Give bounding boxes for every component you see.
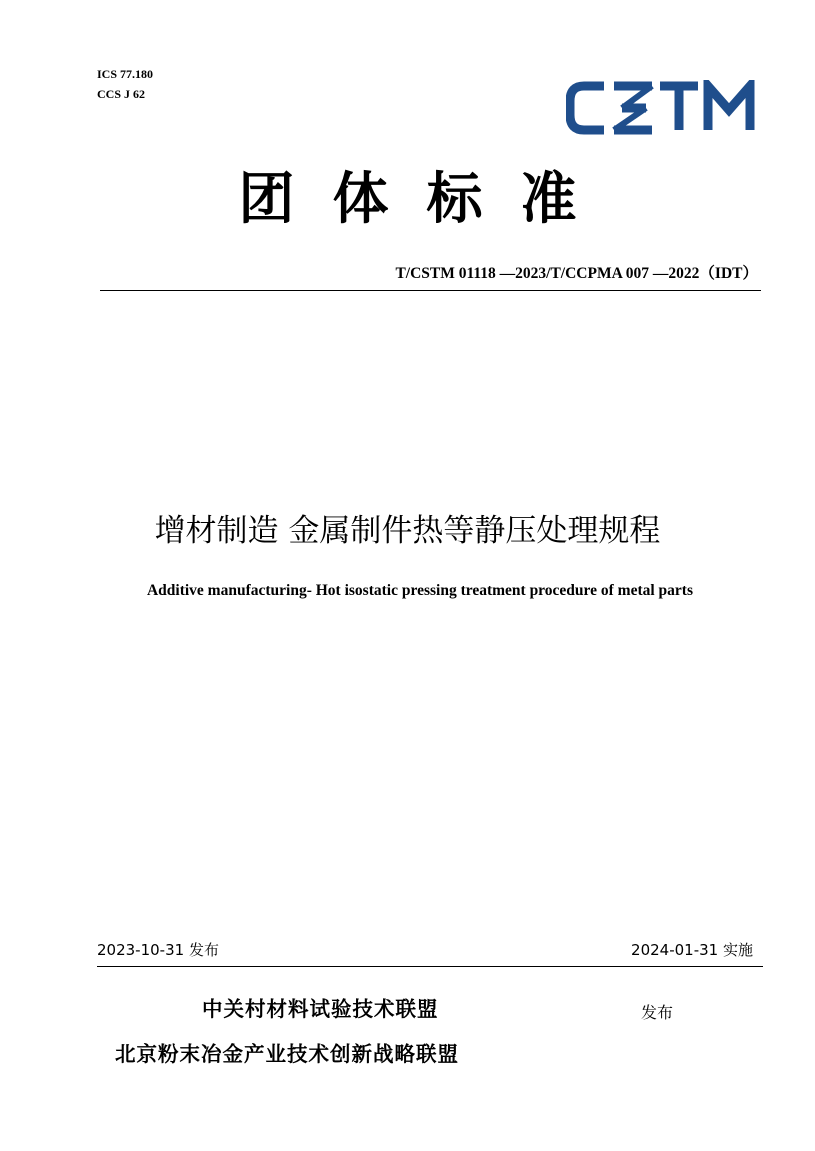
document-title-en: Additive manufacturing- Hot isostatic pressing treatment procedure of metal parts <box>146 582 694 599</box>
footer-divider <box>97 966 763 967</box>
implement-date: 2024-01-31 实施 <box>631 941 753 959</box>
header-divider <box>100 290 761 291</box>
publish-label: 发布 <box>641 1003 674 1022</box>
cstm-logo <box>566 80 756 136</box>
classification-codes <box>97 64 153 104</box>
standard-type-heading: 团体标准 <box>238 167 615 232</box>
publisher-2: 北京粉末冶金产业技术创新战略联盟 <box>115 1042 459 1066</box>
document-title-cn: 增材制造 金属制件热等静压处理规程 <box>154 513 661 549</box>
publish-date: 2023-10-31 发布 <box>97 941 219 959</box>
ics-code: ICS 77.180 <box>97 67 154 81</box>
ccs-code: CCS J 62 <box>97 87 146 101</box>
publisher-1: 中关村材料试验技术联盟 <box>202 997 439 1021</box>
standard-number: T/CSTM 01118 —2023/T/CCPMA 007 —2022（IDT） <box>395 265 758 282</box>
